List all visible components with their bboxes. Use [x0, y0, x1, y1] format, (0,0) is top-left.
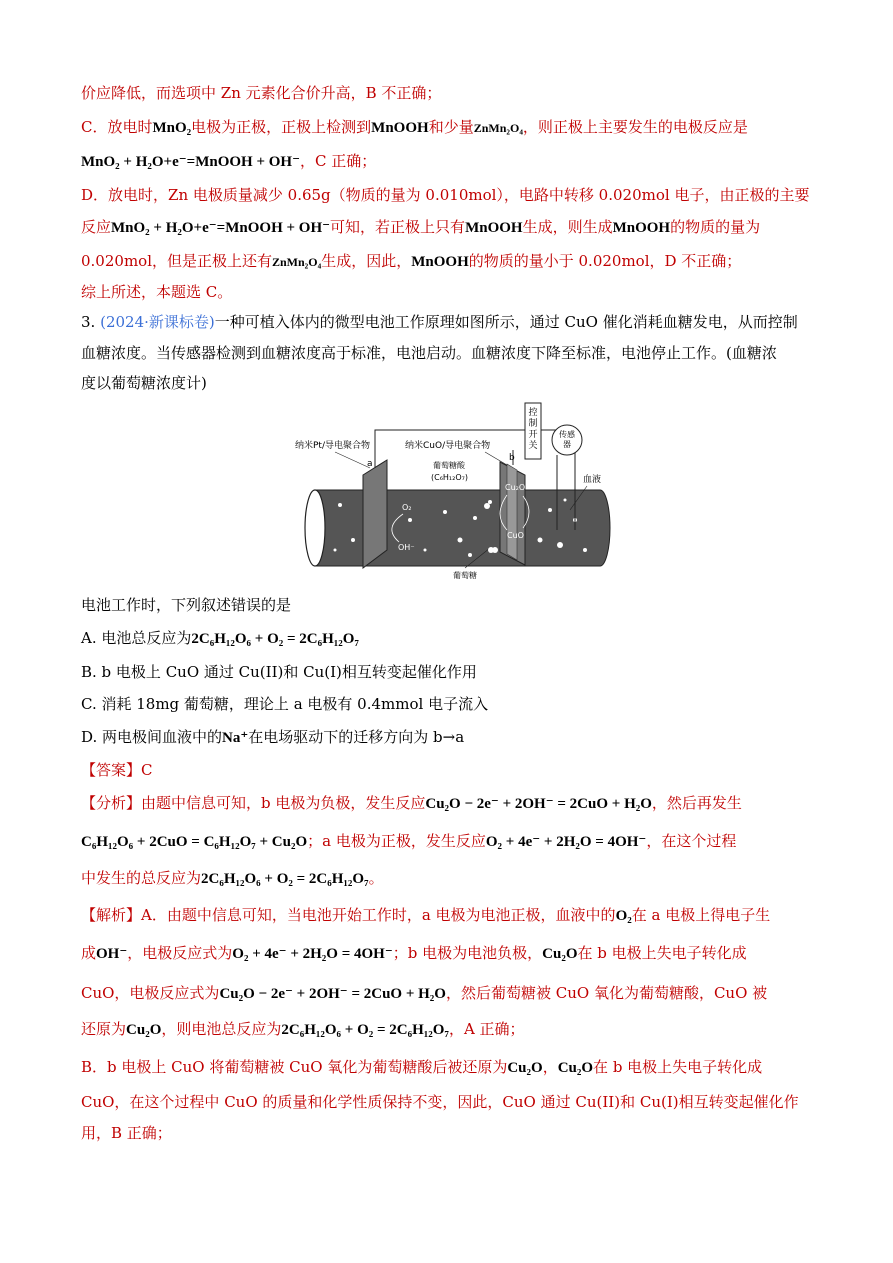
- text: ，在这个过程: [646, 832, 737, 850]
- text: ，则正极上主要发生的电极反应是: [522, 118, 748, 136]
- text-line-2: [81, 116, 748, 139]
- text: ；b 电极为电池负极，: [392, 944, 543, 962]
- formula-cu2o: Cu₂O: [126, 1022, 162, 1038]
- question-stem: [81, 594, 291, 616]
- text: C．放电时: [81, 118, 153, 136]
- right-electrode-label: 纳米CuO/导电聚合物: [405, 441, 491, 451]
- text: 电池工作时，下列叙述错误的是: [81, 596, 292, 614]
- text: 可知，若正极上只有: [330, 218, 466, 236]
- text: 在电场驱动下的迁移方向为 b→a: [248, 728, 465, 746]
- text: 成: [81, 944, 97, 962]
- formula-total-reaction: 2C₆H₁₂O₆ + O₂ = 2C₆H₁₂O₇: [191, 631, 359, 647]
- explanation-line-1: [81, 904, 770, 927]
- text: 中发生的总反应为: [81, 869, 202, 887]
- text: B．b 电极上 CuO 将葡萄糖被 CuO 氧化为葡萄糖酸后被还原为: [81, 1058, 508, 1076]
- text-line-3: [81, 150, 376, 173]
- explanation-b-line-3: [81, 1122, 172, 1144]
- glucose-label: 葡萄糖: [453, 571, 477, 580]
- text: 生成，则生成: [522, 218, 613, 236]
- text: 用，B 正确；: [81, 1124, 172, 1142]
- explanation-line-2: [81, 942, 747, 965]
- formula-mno2-reaction: MnO₂ + H₂O+e⁻=MnOOH + OH⁻: [81, 154, 301, 170]
- text: ，: [542, 1058, 558, 1076]
- o2-label: O₂: [402, 503, 412, 512]
- formula-mnooh: MnOOH: [612, 220, 671, 236]
- text: 还原为: [81, 1020, 127, 1038]
- blood-vessel: [315, 490, 610, 566]
- switch-label-2: 制: [528, 419, 538, 429]
- text: 和少量: [428, 118, 474, 136]
- text: ，电极反应式为: [127, 944, 233, 962]
- text: 价应降低，而选项中 Zn 元素化合价升高，B 不正确；: [81, 84, 442, 102]
- text: 反应: [81, 218, 112, 236]
- blood-label: 血液: [583, 475, 602, 485]
- option-d[interactable]: [81, 726, 464, 749]
- text: ，A 正确；: [448, 1020, 525, 1038]
- text-line-6: [81, 250, 741, 273]
- formula-total-reaction: 2C₆H₁₂O₆ + O₂ = 2C₆H₁₂O₇: [281, 1022, 449, 1038]
- text-line-4: [81, 184, 809, 206]
- formula-mnooh: MnOOH: [465, 220, 523, 236]
- analysis-line-2: [81, 830, 736, 853]
- explanation-b-line-1: [81, 1056, 762, 1079]
- formula-mnooh: MnOOH: [371, 120, 429, 136]
- text: ，C 正确；: [300, 152, 377, 170]
- option-c[interactable]: [81, 693, 488, 715]
- oh-label: OH⁻: [398, 543, 415, 552]
- text-line-5: [81, 216, 760, 239]
- formula-cu2o: Cu₂O: [542, 946, 578, 962]
- analysis-line-3: [81, 867, 384, 890]
- text: ，则电池总反应为: [161, 1020, 282, 1038]
- text: B. b 电极上 CuO 通过 Cu(II)和 Cu(I)相互转变起催化作用: [81, 663, 477, 681]
- explanation-b-line-2: [81, 1091, 799, 1113]
- vessel-opening: [305, 490, 325, 566]
- electrode-a: [363, 460, 387, 568]
- text: A. 电池总反应为: [81, 629, 192, 647]
- formula-cu2o: Cu₂O: [557, 1060, 594, 1076]
- text: ；a 电极为正极，发生反应: [307, 832, 486, 850]
- text: C. 消耗 18mg 葡萄糖，理论上 a 电极有 0.4mmol 电子流入: [81, 695, 489, 713]
- formula-znmn2o4: ZnMn₂O₄: [272, 255, 322, 269]
- text: 在 a 电极上得电子生: [631, 906, 771, 924]
- formula-glucose-reaction: C₆H₁₂O₆ + 2CuO = C₆H₁₂O₇ + Cu₂O: [81, 834, 308, 850]
- text: D. 两电极间血液中的: [81, 728, 223, 746]
- formula-cu2o-reaction: Cu₂O − 2e⁻ + 2OH⁻ = 2CuO + H₂O: [219, 986, 446, 1002]
- formula-total-reaction: 2C₆H₁₂O₆ + O₂ = 2C₆H₁₂O₇: [201, 871, 369, 887]
- text: 综上所述，本题选 C。: [81, 283, 233, 301]
- formula-na: Na⁺: [222, 730, 249, 746]
- option-a[interactable]: [81, 627, 359, 650]
- switch-label-4: 关: [528, 441, 538, 451]
- formula-mno2-reaction: MnO₂ + H₂O+e⁻=MnOOH + OH⁻: [111, 220, 331, 236]
- text: 度以葡萄糖浓度计): [81, 374, 207, 392]
- text: D．放电时，Zn 电极质量减少 0.65g（物质的量为 0.010mol），电路中转移 0.020mol 电子，由正极的主要: [81, 186, 810, 204]
- switch-label-3: 开: [528, 430, 538, 440]
- text: 0.020mol，但是正极上还有: [81, 252, 272, 270]
- gluconic-acid-formula: (C₆H₁₂O₇): [431, 473, 468, 482]
- label-b: b: [509, 453, 515, 463]
- text: 一种可植入体内的微型电池工作原理如图所示，通过 CuO 催化消耗血糖发电，从而控制: [214, 313, 798, 331]
- text: CuO，电极反应式为: [81, 984, 220, 1002]
- gluconic-acid-label: 葡萄糖酸: [433, 461, 465, 470]
- text: 【分析】由题中信息可知，b 电极为负极，发生反应: [81, 794, 426, 812]
- text: 电极为正极，正极上检测到: [191, 118, 372, 136]
- question-3-line-1: [81, 311, 798, 333]
- text-line-7: [81, 281, 232, 303]
- option-b[interactable]: [81, 661, 477, 683]
- text: 的物质的量小于 0.020mol，D 不正确；: [468, 252, 742, 270]
- text: 在 b 电极上失电子转化成: [593, 1058, 763, 1076]
- formula-mno2: MnO₂: [152, 120, 192, 136]
- text: 【解析】A．由题中信息可知，当电池开始工作时，a 电极为电池正极，血液中的: [81, 906, 616, 924]
- explanation-line-4: [81, 1018, 525, 1041]
- formula-znmn2o4: ZnMn₂O₄: [473, 121, 523, 135]
- formula-mnooh: MnOOH: [411, 254, 469, 270]
- analysis-line-1: [81, 792, 742, 815]
- question-number: 3.: [81, 313, 101, 331]
- formula-o2: O₂: [615, 908, 632, 924]
- switch-label-1: 控: [528, 408, 538, 418]
- text: ，然后再发生: [651, 794, 742, 812]
- formula-cu2o-reaction: Cu₂O − 2e⁻ + 2OH⁻ = 2CuO + H₂O: [425, 796, 652, 812]
- question-3-line-2: [81, 342, 777, 364]
- text: 的物质的量为: [670, 218, 761, 236]
- text: 血糖浓度。当传感器检测到血糖浓度高于标准，电池启动。血糖浓度下降至标准，电池停止工作。(血糖浓: [81, 344, 777, 362]
- cu2o-label: Cu₂O: [505, 483, 526, 492]
- battery-diagram: [295, 400, 625, 580]
- text-line-1: [81, 82, 441, 104]
- cuo-label: CuO: [507, 531, 524, 540]
- text: 生成，因此，: [321, 252, 412, 270]
- text: CuO，在这个过程中 CuO 的质量和化学性质保持不变，因此，CuO 通过 Cu(II)和 Cu(I)相互转变起催化作: [81, 1093, 799, 1111]
- sensor-label-1: 传感: [559, 430, 575, 439]
- formula-cu2o: Cu₂O: [507, 1060, 543, 1076]
- text: ，然后葡萄糖被 CuO 氧化为葡萄糖酸，CuO 被: [445, 984, 768, 1002]
- answer: [81, 759, 152, 781]
- sensor-label-2: 器: [563, 440, 571, 449]
- formula-o2-reaction: O₂ + 4e⁻ + 2H₂O = 4OH⁻: [485, 834, 647, 850]
- question-source[interactable]: (2024·新课标卷): [100, 313, 215, 331]
- label-a: a: [367, 459, 373, 469]
- formula-o2-reaction: O₂ + 4e⁻ + 2H₂O = 4OH⁻: [232, 946, 393, 962]
- text: 。: [368, 869, 384, 887]
- formula-oh: OH⁻: [96, 946, 128, 962]
- text: 在 b 电极上失电子转化成: [577, 944, 747, 962]
- question-3-line-3: [81, 372, 207, 394]
- text: 【答案】C: [81, 761, 153, 779]
- explanation-line-3: [81, 982, 767, 1005]
- left-electrode-label: 纳米Pt/导电聚合物: [295, 441, 370, 451]
